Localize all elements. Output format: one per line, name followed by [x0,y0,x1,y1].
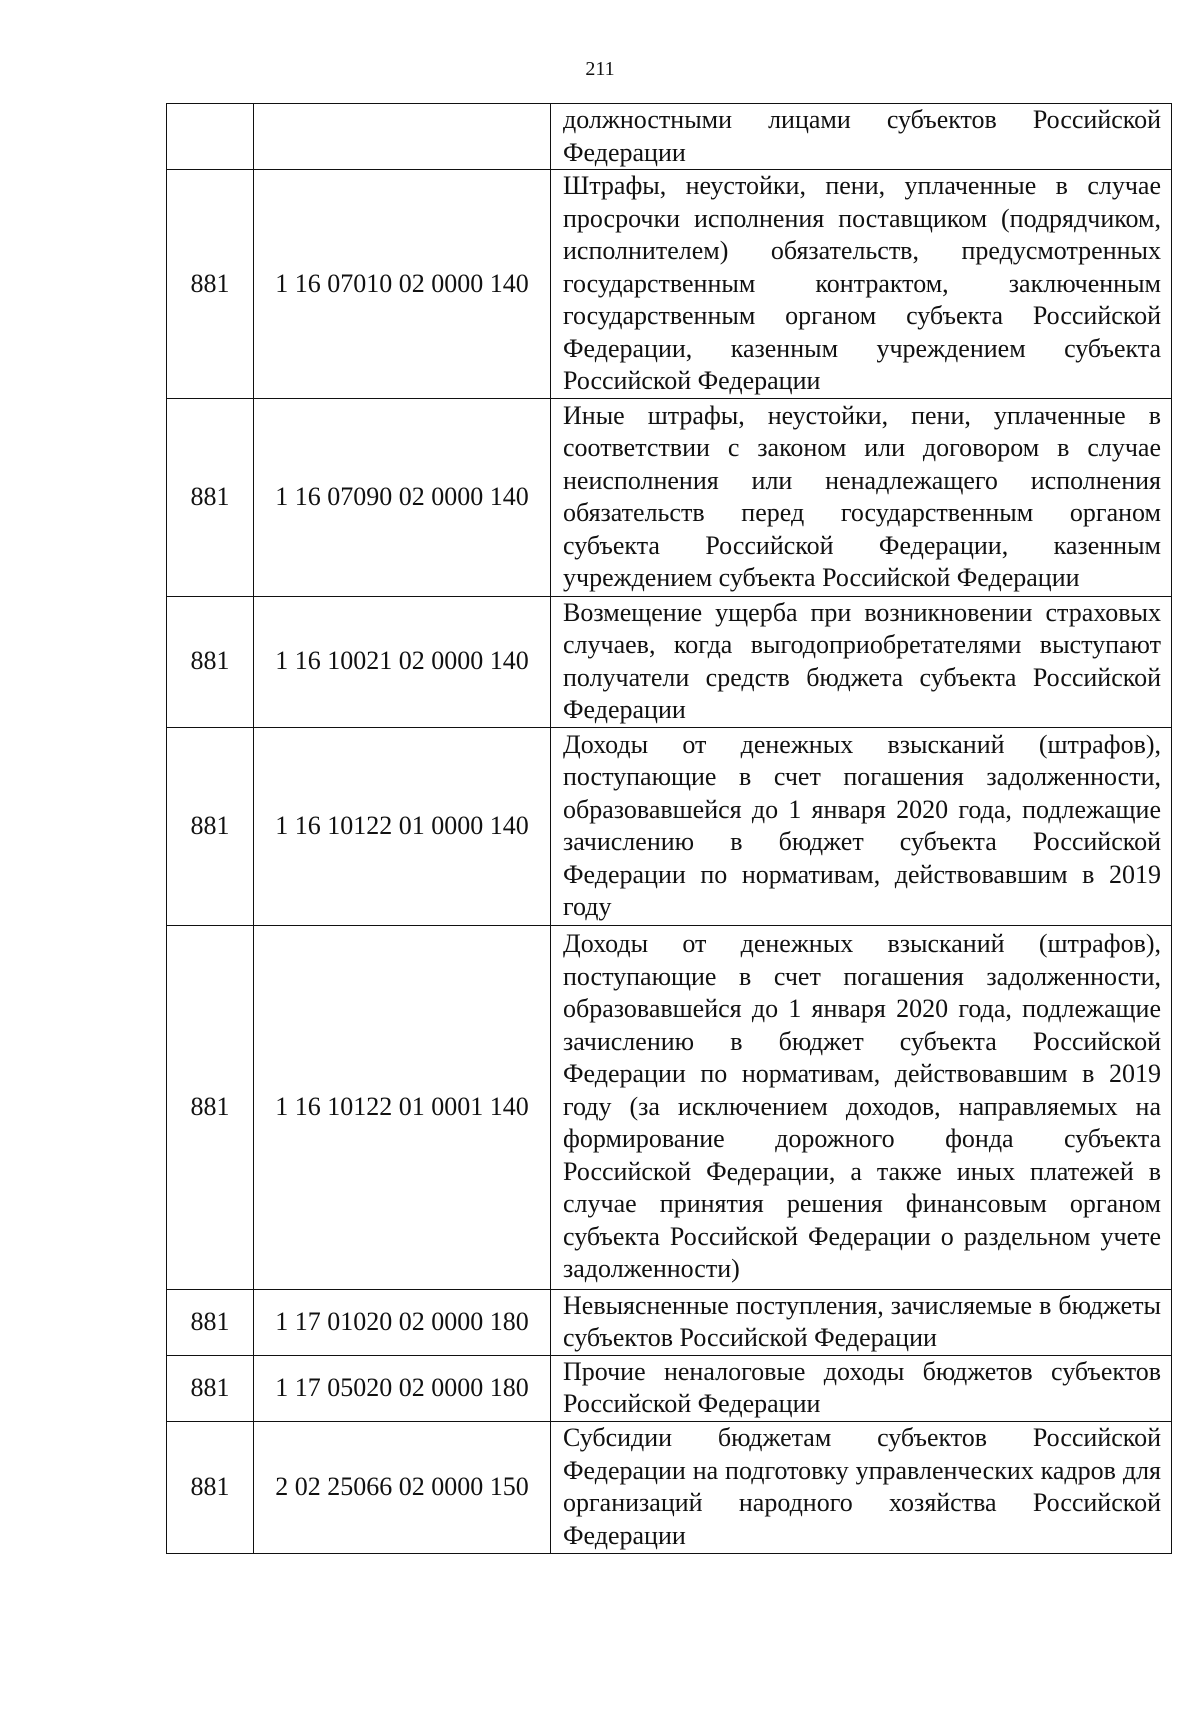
description-cell [551,170,1172,399]
table-row [167,1289,1172,1355]
table-row [167,170,1172,399]
description-text: должностными лицами субъектов Российской Федерации [563,105,1161,167]
table-row [167,1355,1172,1421]
description-text: Иные штрафы, неустойки, пени, уплаченные в соответствии с законом или договором в случае неисполнения или ненадлежащего исполнения обязательств перед государственным органом субъекта Российской Федерации, казенным учреждением субъекта Российской Федерации [563,400,1161,592]
table-row [167,1421,1172,1553]
budget-code-cell: 1 16 10122 01 0000 140 [254,727,551,925]
table-row [167,596,1172,727]
admin-code-cell: 881 [167,1421,254,1553]
admin-code-cell: 881 [167,170,254,399]
description-text: Доходы от денежных взысканий (штрафов), поступающие в счет погашения задолженности, образовавшейся до 1 января 2020 года, подлежащие зачислению в бюджет субъекта Российской Федерации по нормативам, действовавшим в 2019 году [563,729,1161,921]
description-cell [551,727,1172,925]
budget-code-cell [254,104,551,170]
admin-code-cell: 881 [167,596,254,727]
description-text: Невыясненные поступления, зачисляемые в бюджеты субъектов Российской Федерации [563,1290,1161,1352]
description-cell [551,1355,1172,1421]
admin-code-cell: 881 [167,1355,254,1421]
budget-code-cell: 1 17 05020 02 0000 180 [254,1355,551,1421]
description-cell [551,398,1172,596]
description-text: Прочие неналоговые доходы бюджетов субъектов Российской Федерации [563,1356,1161,1418]
budget-code-cell: 1 16 07010 02 0000 140 [254,170,551,399]
description-cell [551,1421,1172,1553]
description-text: Доходы от денежных взысканий (штрафов), поступающие в счет погашения задолженности, образовавшейся до 1 января 2020 года, подлежащие зачислению в бюджет субъекта Российской Федерации по нормативам, действовавшим в 2019 году (за исключением доходов, направляемых на формирование дорожного фонда субъекта Российской Федерации, а также иных платежей в случае принятия решения финансовым органом субъекта Российской Федерации о раздельном учете задолженности) [563,929,1161,1284]
description-text: Штрафы, неустойки, пени, уплаченные в случае просрочки исполнения поставщиком (подрядчиком, исполнителем) обязательств, предусмотренных государственным контрактом, заключенным государственным органом субъекта Российской Федерации, казенным учреждением субъекта Российской Федерации [563,171,1161,395]
description-cell [551,104,1172,170]
admin-code-cell: 881 [167,1289,254,1355]
table-row [167,398,1172,596]
budget-code-cell: 1 16 10021 02 0000 140 [254,596,551,727]
description-text: Субсидии бюджетам субъектов Российской Федерации на подготовку управленческих кадров для организаций народного хозяйства Российской Федерации [563,1423,1161,1550]
admin-code-cell [167,104,254,170]
table-row [167,104,1172,170]
description-cell [551,925,1172,1289]
description-cell [551,1289,1172,1355]
revenue-codes-table [166,103,1172,1554]
description-cell [551,596,1172,727]
budget-code-cell: 2 02 25066 02 0000 150 [254,1421,551,1553]
table-row [167,925,1172,1289]
admin-code-cell: 881 [167,925,254,1289]
budget-code-cell: 1 16 07090 02 0000 140 [254,398,551,596]
admin-code-cell: 881 [167,398,254,596]
budget-code-cell: 1 17 01020 02 0000 180 [254,1289,551,1355]
budget-code-cell: 1 16 10122 01 0001 140 [254,925,551,1289]
description-text: Возмещение ущерба при возникновении страховых случаев, когда выгодоприобретателями выступают получатели средств бюджета субъекта Российской Федерации [563,597,1161,724]
table-row [167,727,1172,925]
admin-code-cell: 881 [167,727,254,925]
page-number: 211 [585,58,615,80]
